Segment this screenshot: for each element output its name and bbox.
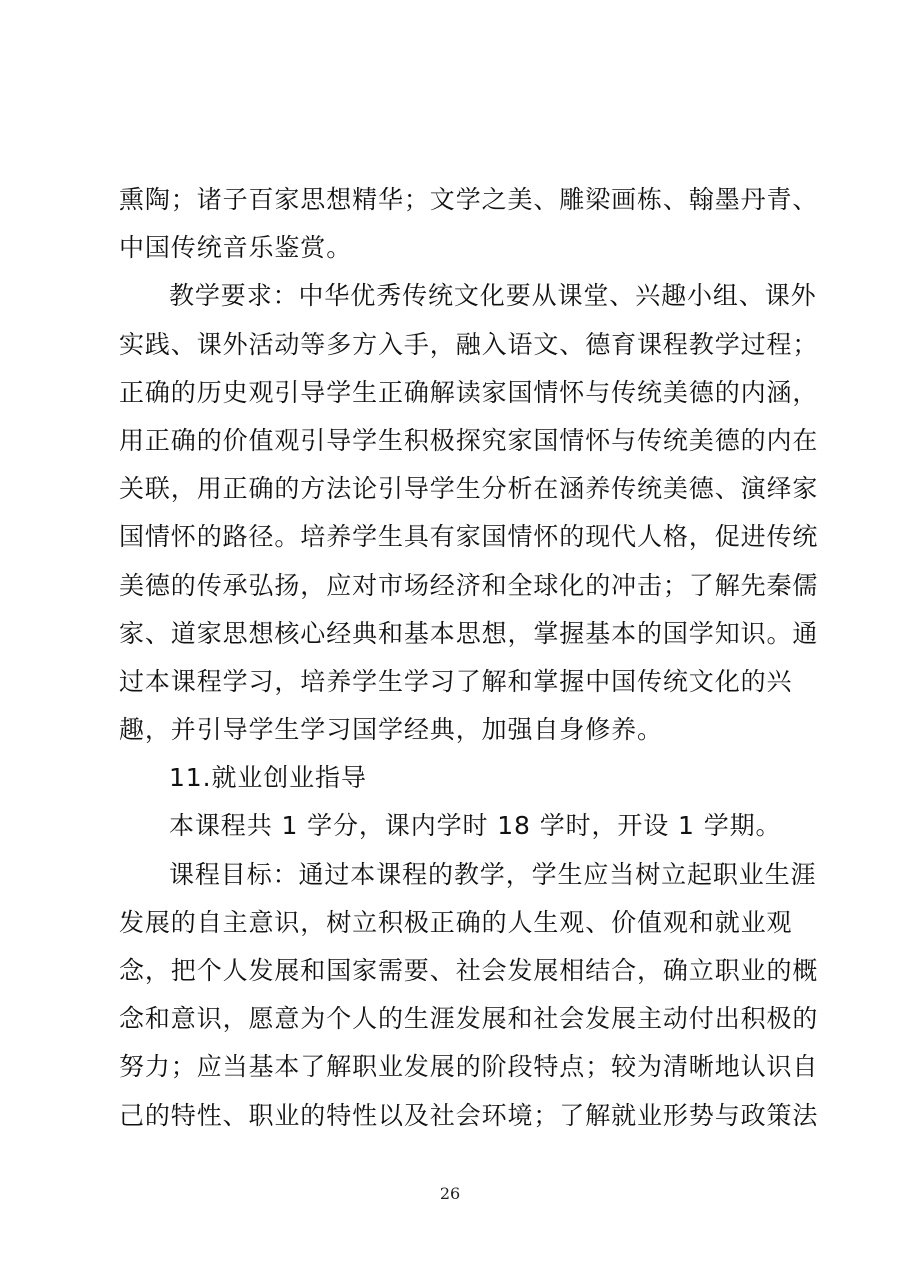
text-line: 美德的传承弘扬，应对市场经济和全球化的冲击；了解先秦儒 (119, 570, 819, 600)
text-line: 熏陶；诸子百家思想精华；文学之美、雕梁画栋、翰墨丹青、 (119, 185, 819, 214)
text-line: 努力；应当基本了解职业发展的阶段特点；较为清晰地认识自 (119, 1052, 819, 1082)
text-line: 念和意识，愿意为个人的生涯发展和社会发展主动付出积极的 (119, 1004, 819, 1034)
text-line: 关联，用正确的方法论引导学生分析在涵养传统美德、演绎家 (119, 474, 819, 504)
section-heading: 11.就业创业指导 (169, 763, 367, 793)
text-line: 趣，并引导学生学习国学经典，加强自身修养。 (119, 715, 663, 745)
text-line: 家、道家思想核心经典和基本思想，掌握基本的国学知识。通 (119, 618, 819, 648)
text-line: 实践、课外活动等多方入手，融入语文、德育课程教学过程； (119, 329, 819, 359)
text-line: 中国传统音乐鉴赏。 (119, 233, 353, 263)
text-line: 用正确的价值观引导学生积极探究家国情怀与传统美德的内在 (119, 425, 819, 455)
text-line: 国情怀的路径。培养学生具有家国情怀的现代人格，促进传统 (119, 522, 819, 552)
text-line: 过本课程学习，培养学生学习了解和掌握中国传统文化的兴 (119, 666, 793, 696)
text-line: 发展的自主意识，树立积极正确的人生观、价值观和就业观 (119, 907, 793, 937)
paragraph-course-objectives: 课程目标：通过本课程的教学，学生应当树立起职业生涯 (169, 859, 817, 889)
course-credit-line: 本课程共 1 学分，课内学时 18 学时，开设 1 学期。 (169, 811, 782, 841)
text-line: 正确的历史观引导学生正确解读家国情怀与传统美德的内涵， (119, 377, 819, 407)
text-line: 己的特性、职业的特性以及社会环境；了解就业形势与政策法 (119, 1100, 819, 1130)
text-line: 念，把个人发展和国家需要、社会发展相结合，确立职业的概 (119, 956, 819, 985)
page-number: 26 (439, 1184, 461, 1203)
paragraph-teaching-requirements: 教学要求：中华优秀传统文化要从课堂、兴趣小组、课外 (169, 281, 817, 311)
body-text (119, 176, 819, 1140)
